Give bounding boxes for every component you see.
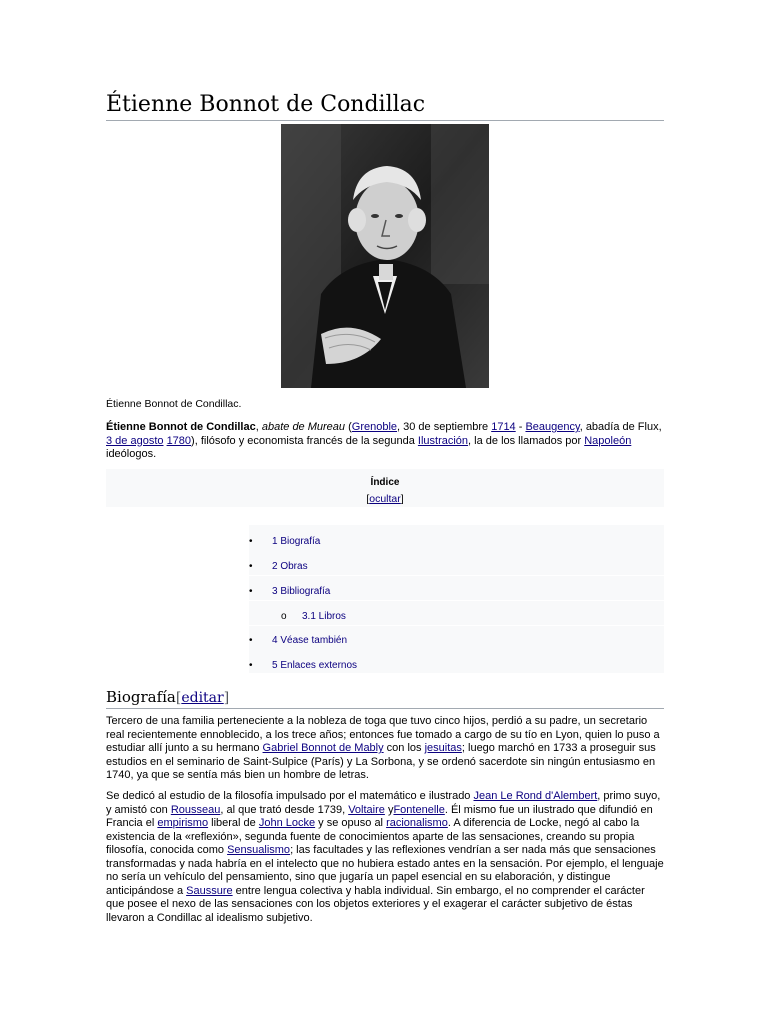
section-heading-biografia (106, 687, 664, 708)
text: , la de los llamados por (468, 434, 585, 447)
text: ), filósofo y economista francés de la segunda (191, 434, 418, 447)
link-racionalismo[interactable]: racionalismo (386, 817, 448, 829)
toc-divider (249, 625, 664, 626)
edit-section-link[interactable]: editar (181, 690, 224, 706)
toc-sub-bullet: o (281, 611, 287, 622)
bracket: [ (175, 690, 182, 706)
biografia-paragraph-2 (106, 790, 664, 925)
toc-bullet: • (249, 635, 253, 646)
text: ; las facultades y las reflexiones vendrían a ser nada más que sensaciones transformadas y nada habría en el intelecto que no hubiera estado antes en la sensación. Por ejemplo, el lenguaje no sería un vehículo del pensamiento, sino que jugaría un papel esencial en su elaboración, y distingue anticipándose a (106, 844, 664, 897)
bracket: ] (400, 493, 404, 505)
portrait-image[interactable] (281, 124, 489, 388)
link-jesuitas[interactable]: jesuitas (424, 742, 462, 754)
toc-item-enlaces-externos[interactable]: 5 Enlaces externos (272, 660, 358, 671)
section-divider (106, 708, 664, 709)
bracket: [ (366, 493, 370, 505)
text: - (515, 421, 526, 433)
page-title: Étienne Bonnot de Condillac (106, 92, 426, 117)
text: , (255, 421, 262, 433)
link-1780[interactable]: 1780 (166, 434, 192, 447)
text: Tercero de una familia perteneciente a la nobleza de toga que tuvo cinco hijos, perdió a su padre, un secretario real recientemente ennoblecido, a los trece años; entonces fue tomado a cargo de su tío en Lyon, quien lo puso a estudiar allí junto a su hermano (106, 715, 660, 754)
link-fontenelle[interactable]: Fontenelle (393, 803, 445, 816)
link-grenoble[interactable]: Grenoble (351, 421, 398, 433)
section-title: Biografía (106, 688, 176, 706)
link-1714[interactable]: 1714 (491, 421, 516, 433)
link-3-de-agosto[interactable]: 3 de agosto (106, 434, 164, 447)
toc-toggle (106, 493, 664, 505)
text: y (384, 803, 394, 816)
text: con los (383, 742, 425, 754)
toc-bullet: • (249, 536, 253, 547)
toc-bullet: • (249, 586, 253, 597)
link-empirismo[interactable]: empirismo (157, 817, 209, 829)
text: ideólogos. (106, 448, 157, 460)
text: Se dedicó al estudio de la filosofía impulsado por el matemático e ilustrado (106, 790, 474, 802)
text: , abadía de Flux, (579, 421, 662, 433)
link-gabriel-bonnot-de-mably[interactable]: Gabriel Bonnot de Mably (262, 742, 384, 754)
toc-divider (249, 600, 664, 601)
toc-item-vease-tambien[interactable]: 4 Véase también (272, 635, 348, 646)
link-dalembert[interactable]: Jean Le Rond d'Alembert (473, 790, 598, 802)
title-divider (106, 120, 664, 121)
link-saussure[interactable]: Saussure (186, 884, 233, 897)
link-rousseau[interactable]: Rousseau (170, 803, 221, 816)
toc-header (106, 469, 664, 507)
text: liberal de (208, 817, 259, 829)
toc-item-obras[interactable]: 2 Obras (272, 561, 308, 572)
toc-item-bibliografia[interactable]: 3 Bibliografía (272, 586, 331, 597)
biografia-paragraph-1 (106, 715, 664, 783)
subject-title: abate de Mureau (261, 421, 346, 433)
toc-item-biografia[interactable]: 1 Biografía (272, 536, 321, 547)
toc-bullet: • (249, 561, 253, 572)
text: ; luego marchó en 1733 a proseguir sus estudios en el seminario de Saint-Sulpice (París) y La Sorbona, y se ordenó sacerdote sin ningún entusiasmo en 1740, ya que se sentía más bien un hombre de letras. (106, 742, 656, 781)
text: . A diferencia de Locke, negó al cabo la existencia de la «reflexión», segunda fuente de conocimientos aparte de las sensaciones, creando su propia filosofía, conocida como (106, 817, 640, 856)
text: ( (345, 421, 352, 433)
toc-list (249, 525, 664, 673)
toc-title: Índice (370, 477, 400, 488)
subject-name: Étienne Bonnot de Condillac (106, 421, 256, 433)
portrait-engraving (281, 124, 489, 388)
link-ilustracion[interactable]: Ilustración (417, 434, 469, 447)
text: , 30 de septiembre (397, 421, 492, 433)
toc-divider (249, 575, 664, 576)
text: , primo suyo, y amistó con (106, 790, 661, 816)
text: entre lengua colectiva y habla individual. Sin embargo, el no comprender el carácter que posee el nexo de las sensaciones con los objetos exteriores y el exagerar el carácter subjetivo de éstas llevaron a Condillac al idealismo subjetivo. (106, 884, 645, 924)
link-beaugency[interactable]: Beaugency (525, 421, 580, 433)
text: , al que trató desde 1739, (220, 803, 349, 816)
image-caption: Étienne Bonnot de Condillac. (106, 398, 242, 410)
link-voltaire[interactable]: Voltaire (348, 803, 385, 816)
link-napoleon[interactable]: Napoleón (584, 434, 632, 447)
bracket: ] (223, 690, 230, 706)
toc-bullet: • (249, 660, 253, 671)
lead-paragraph (106, 421, 664, 462)
toc-hide-link[interactable]: ocultar (369, 493, 401, 505)
toc-item-libros[interactable]: 3.1 Libros (302, 611, 346, 622)
text: y se opuso al (315, 817, 387, 829)
link-john-locke[interactable]: John Locke (258, 817, 316, 829)
link-sensualismo[interactable]: Sensualismo (227, 844, 291, 856)
text: . Él mismo fue un ilustrado que difundió en Francia el (106, 803, 653, 829)
